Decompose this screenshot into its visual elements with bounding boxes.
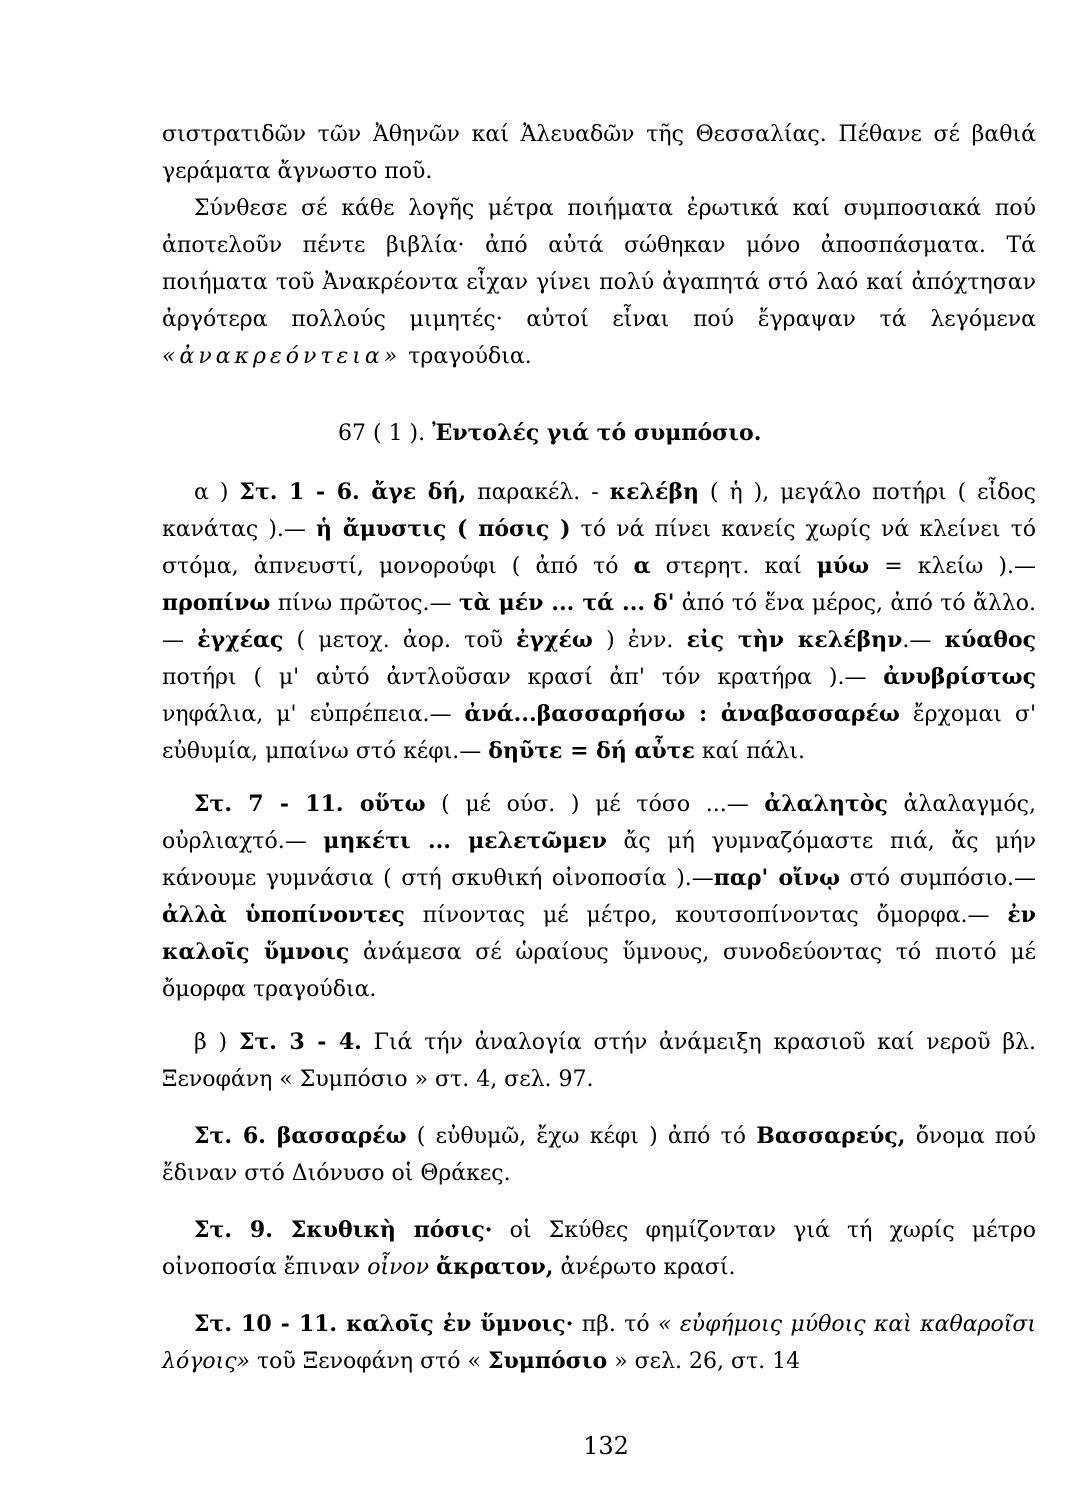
section-heading bbox=[162, 415, 1036, 452]
note-text: ) ἐνν. bbox=[592, 628, 687, 653]
note-text: .— bbox=[902, 628, 945, 653]
lemma-akraton: ἄκρατον, bbox=[436, 1254, 554, 1280]
note-text: πβ. τό bbox=[573, 1312, 659, 1337]
lemma-hypopinontes: ἀλλὰ ὑποπίνοντες bbox=[162, 902, 405, 928]
note-text: στερητ. καί bbox=[650, 554, 817, 579]
lemma-en-kalois-hymnois: ἐν καλοῖς ὕμνοις bbox=[162, 902, 1037, 965]
note-text: ( ἡ ), μεγάλο ποτήρι ( εἶδος κανάτας ).— bbox=[162, 480, 1036, 542]
note-st9-verse-ref: Στ. 9. Σκυθικὴ πόσις· bbox=[194, 1217, 493, 1243]
note-text: στό συμπόσιο.— bbox=[840, 866, 1036, 891]
heading-title: Ἐντολές γιά τό συμπόσιο. bbox=[432, 420, 762, 446]
note-a-verse-ref: Στ. 1 - 6. ἄγε δή, bbox=[239, 479, 467, 505]
heading-number: 67 ( 1 ). bbox=[338, 421, 426, 446]
intro-text: σιστρατιδῶν τῶν Ἀθηνῶν καί Ἀλευαδῶν τῆς Θεσσαλίας. Πέθανε σέ βαθιά γεράματα ἄγνωστο ποῦ. bbox=[162, 122, 1036, 184]
note-text: τοῦ Ξενοφάνη στό « bbox=[250, 1349, 488, 1374]
term-oinon: οἶνον bbox=[367, 1255, 430, 1280]
lemma-egcheas: ἐγχέας bbox=[197, 627, 284, 653]
note-st7-paragraph bbox=[162, 786, 1036, 1008]
note-text: ἔρχομαι σ' εὐθυμία, μπαίνω στό κέφι.— bbox=[162, 702, 1037, 764]
work-title-symposio: Συμπόσιο bbox=[487, 1348, 608, 1374]
note-text: Γιά τήν ἀναλογία στήν ἀνάμειξη κρασιοῦ καί νεροῦ βλ. Ξενοφάνη « Συμπόσιο » στ. 4, σελ. 97. bbox=[162, 1030, 1036, 1092]
lemma-amystis: ἡ ἄμυστις ( πόσις ) bbox=[316, 516, 571, 542]
lemma-kyathos: κύαθος bbox=[944, 627, 1036, 653]
lemma-bassareus: Βασσαρεύς, bbox=[756, 1123, 906, 1149]
note-st9-paragraph bbox=[162, 1212, 1036, 1286]
note-b-label: β ) bbox=[194, 1030, 239, 1055]
note-text: πίνω πρῶτος.— bbox=[270, 591, 459, 616]
anacreontea-term: «ἀνακρεόντεια» bbox=[162, 344, 402, 369]
note-text: νηφάλια, μ' εὐπρέπεια.— bbox=[162, 702, 465, 727]
lemma-bassareso: ἀνά...βασσαρήσω : ἀναβασσαρέω bbox=[464, 701, 900, 727]
note-text: παρακέλ. - bbox=[466, 480, 610, 505]
note-a-label: α ) bbox=[194, 480, 240, 505]
lemma-myo: μύω bbox=[816, 553, 870, 579]
note-text: οἱ Σκύθες φημίζονταν γιά τή χωρίς μέτρο οἰνοποσία ἔπιναν bbox=[162, 1218, 1036, 1280]
note-text: ἀνέρωτο κρασί. bbox=[553, 1255, 736, 1280]
lemma-meketi: μηκέτι ... μελετῶμεν bbox=[323, 828, 607, 854]
note-text: τό νά πίνει κανείς χωρίς νά κλείνει τό στόμα, ἀπνευστί, μονορούφι ( ἀπό τό bbox=[162, 517, 1036, 579]
anacreon-text: Σύνθεσε σέ κάθε λογῆς μέτρα ποιήματα ἐρωτικά καί συμποσιακά πού ἀποτελοῦν πέντε βιβλία· ἀπό αὐτά σώθηκαν μόνο ἀποσπάσματα. Τά ποιήματα τοῦ Ἀνακρέοντα εἶχαν γίνει πολύ ἀγαπητά στό λαό καί ἀπόχτησαν ἀργότερα πολλούς μιμητές· αὐτοί εἶναι πού ἔγραψαν τά λεγόμενα bbox=[162, 196, 1036, 332]
note-text bbox=[429, 1255, 436, 1280]
lemma-propino: προπίνω bbox=[162, 590, 271, 616]
note-st10-paragraph bbox=[162, 1306, 1036, 1380]
lemma-ta-men: τὰ μέν ... τά ... δ' bbox=[458, 590, 675, 616]
note-st6-verse-ref: Στ. 6. βασσαρέω bbox=[194, 1123, 407, 1149]
note-a-paragraph bbox=[162, 474, 1036, 770]
note-text: ( εὐθυμῶ, ἔχω κέφι ) ἀπό τό bbox=[406, 1124, 757, 1149]
note-b-verse-ref: Στ. 3 - 4. bbox=[238, 1029, 362, 1055]
note-text: ἀλαλαγμός, οὐρλιαχτό.— bbox=[162, 792, 1036, 854]
lemma-alpha: α bbox=[633, 553, 651, 579]
note-text: ἀπό τό ἕνα μέρος, ἀπό τό ἄλλο.— bbox=[162, 591, 1036, 653]
note-text: ἀνάμεσα σέ ὡραίους ὕμνους, συνοδεύοντας τό πιοτό μέ ὄμορφα τραγούδια. bbox=[162, 940, 1036, 1002]
note-b-paragraph bbox=[162, 1024, 1036, 1098]
lemma-alaletos: ἀλαλητὸς bbox=[764, 791, 888, 817]
note-st6-paragraph bbox=[162, 1118, 1036, 1192]
lemma-deute: δηῦτε = δή αὖτε bbox=[488, 738, 695, 764]
note-st10-verse-ref: Στ. 10 - 11. καλοῖς ἐν ὕμνοις· bbox=[194, 1311, 574, 1337]
lemma-egcheo: ἐγχέω bbox=[516, 627, 593, 653]
note-text: ὄνομα πού ἔδιναν στό Διόνυσο οἱ Θράκες. bbox=[162, 1124, 1036, 1186]
note-text: ποτήρι ( μ' αὐτό ἀντλοῦσαν κρασί ἀπ' τόν κρατήρα ).— bbox=[162, 665, 884, 690]
note-text: = κλείω ).— bbox=[869, 554, 1036, 579]
lemma-keleve: κελέβη bbox=[609, 479, 699, 505]
lemma-anybristos: ἀνυβρίστως bbox=[883, 664, 1036, 690]
quote-xenophanes: « εὐφήμοις μύθοις καὶ καθαροῖσι λόγοις» bbox=[162, 1312, 1036, 1374]
note-text: πίνοντας μέ μέτρο, κουτσοπίνοντας ὄμορφα.— bbox=[404, 903, 1008, 928]
note-st7-verse-ref: Στ. 7 - 11. οὕτω bbox=[194, 791, 426, 817]
anacreon-text-end: τραγούδια. bbox=[401, 344, 532, 369]
intro-paragraph bbox=[162, 116, 1036, 190]
note-text: ( μέ ούσ. ) μέ τόσο ...— bbox=[425, 792, 765, 817]
page-number: 132 bbox=[583, 1432, 629, 1460]
lemma-eis-ten-keleven: εἰς τὴν κελέβην bbox=[686, 627, 903, 653]
lemma-par-oino: παρ' οἴνῳ bbox=[713, 865, 841, 891]
anacreon-paragraph bbox=[162, 190, 1036, 375]
note-text: ( μετοχ. ἀορ. τοῦ bbox=[283, 628, 517, 653]
note-text: ἄς μή γυμναζόμαστε πιά, ἄς μήν κάνουμε γυμνάσια ( στή σκυθική οἰνοποσία ).— bbox=[162, 829, 1036, 891]
note-text: καί πάλι. bbox=[694, 739, 805, 764]
note-text: » σελ. 26, στ. 14 bbox=[607, 1349, 801, 1374]
